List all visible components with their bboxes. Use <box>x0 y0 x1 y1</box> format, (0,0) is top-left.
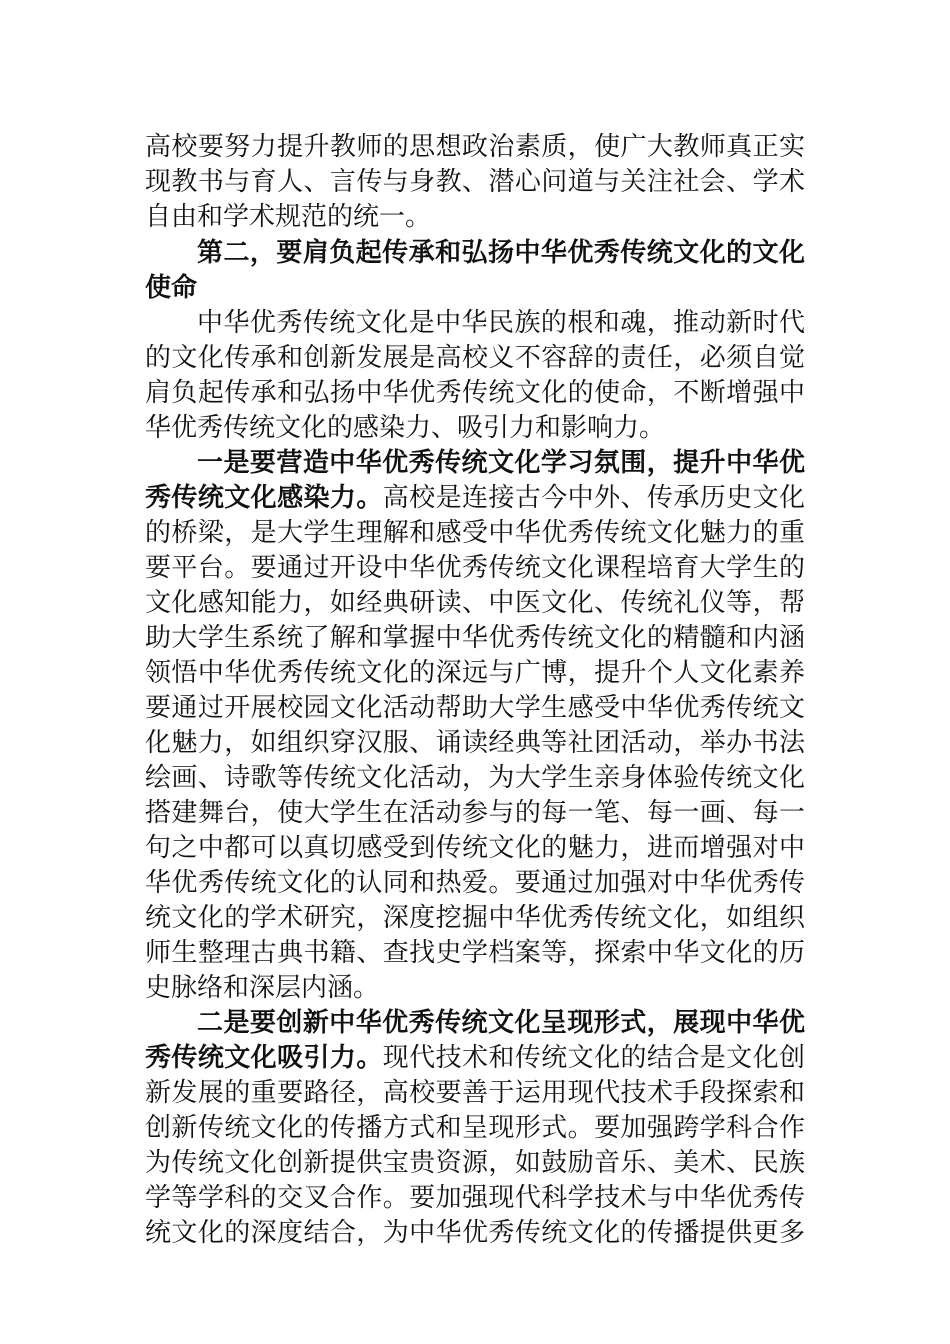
text-line: 学等学科的交叉合作。要加强现代科学技术与中华优秀传 <box>145 1183 805 1213</box>
text-line: 现教书与育人、言传与身教、潜心问道与关注社会、学术 <box>145 167 805 197</box>
text-line: 统文化的深度结合，为中华优秀传统文化的传播提供更多 <box>145 1218 805 1248</box>
text-line: 绘画、诗歌等传统文化活动，为大学生亲身体验传统文化 <box>145 763 805 793</box>
text-line: 肩负起传承和弘扬中华优秀传统文化的使命，不断增强中 <box>145 378 805 408</box>
text-line <box>145 1040 805 1076</box>
body-text: 高校是连接古今中外、传承历史文化 <box>382 483 805 513</box>
text-line: 为传统文化创新提供宝贵资源，如鼓励音乐、美术、民族 <box>145 1148 805 1178</box>
text-line: 创新传统文化的传播方式和呈现形式。要加强跨学科合作 <box>145 1113 805 1143</box>
text-line: 句之中都可以真切感受到传统文化的魅力，进而增强对中 <box>145 833 805 863</box>
text-line: 的文化传承和创新发展是高校义不容辞的责任，必须自觉 <box>145 343 805 373</box>
text-line: 领悟中华优秀传统文化的深远与广博，提升个人文化素养 <box>145 658 805 688</box>
text-line: 要通过开展校园文化活动帮助大学生感受中华优秀传统文 <box>145 693 805 723</box>
text-line: 中华优秀传统文化是中华民族的根和魂，推动新时代 <box>197 308 805 338</box>
text-line: 华优秀传统文化的感染力、吸引力和影响力。 <box>145 413 666 443</box>
text-line: 史脉络和深层内涵。 <box>145 973 380 1003</box>
text-line: 搭建舞台，使大学生在活动参与的每一笔、每一画、每一 <box>145 798 805 828</box>
text-line: 助大学生系统了解和掌握中华优秀传统文化的精髓和内涵 <box>145 623 805 653</box>
text-line: 统文化的学术研究，深度挖掘中华优秀传统文化，如组织 <box>145 903 805 933</box>
text-line: 使命 <box>145 273 198 303</box>
text-line: 新发展的重要路径，高校要善于运用现代技术手段探索和 <box>145 1078 805 1108</box>
text-line <box>145 445 805 481</box>
text-line: 化魅力，如组织穿汉服、诵读经典等社团活动，举办书法 <box>145 728 805 758</box>
text-line: 要平台。要通过开设中华优秀传统文化课程培育大学生的 <box>145 553 805 583</box>
body-text: 现代技术和传统文化的结合是文化创 <box>382 1043 805 1073</box>
text-line: 的桥梁，是大学生理解和感受中华优秀传统文化魅力的重 <box>145 518 805 548</box>
text-line <box>145 480 805 516</box>
bold-lead-text: 二是要创新中华优秀传统文化呈现形式，展现中华优 <box>197 1008 805 1038</box>
text-line: 自由和学术规范的统一。 <box>145 202 432 232</box>
bold-lead-text: 秀传统文化感染力。 <box>145 483 383 513</box>
text-line: 师生整理古典书籍、查找史学档案等，探索中华文化的历 <box>145 938 805 968</box>
text-line: 文化感知能力，如经典研读、中医文化、传统礼仪等，帮 <box>145 588 805 618</box>
text-line: 高校要努力提升教师的思想政治素质，使广大教师真正实 <box>145 132 805 162</box>
document-page <box>145 0 805 1344</box>
text-line <box>145 1005 805 1041</box>
text-line: 第二，要肩负起传承和弘扬中华优秀传统文化的文化 <box>197 238 805 268</box>
bold-lead-text: 一是要营造中华优秀传统文化学习氛围，提升中华优 <box>197 448 805 478</box>
text-line: 华优秀传统文化的认同和热爱。要通过加强对中华优秀传 <box>145 868 805 898</box>
bold-lead-text: 秀传统文化吸引力。 <box>145 1043 383 1073</box>
